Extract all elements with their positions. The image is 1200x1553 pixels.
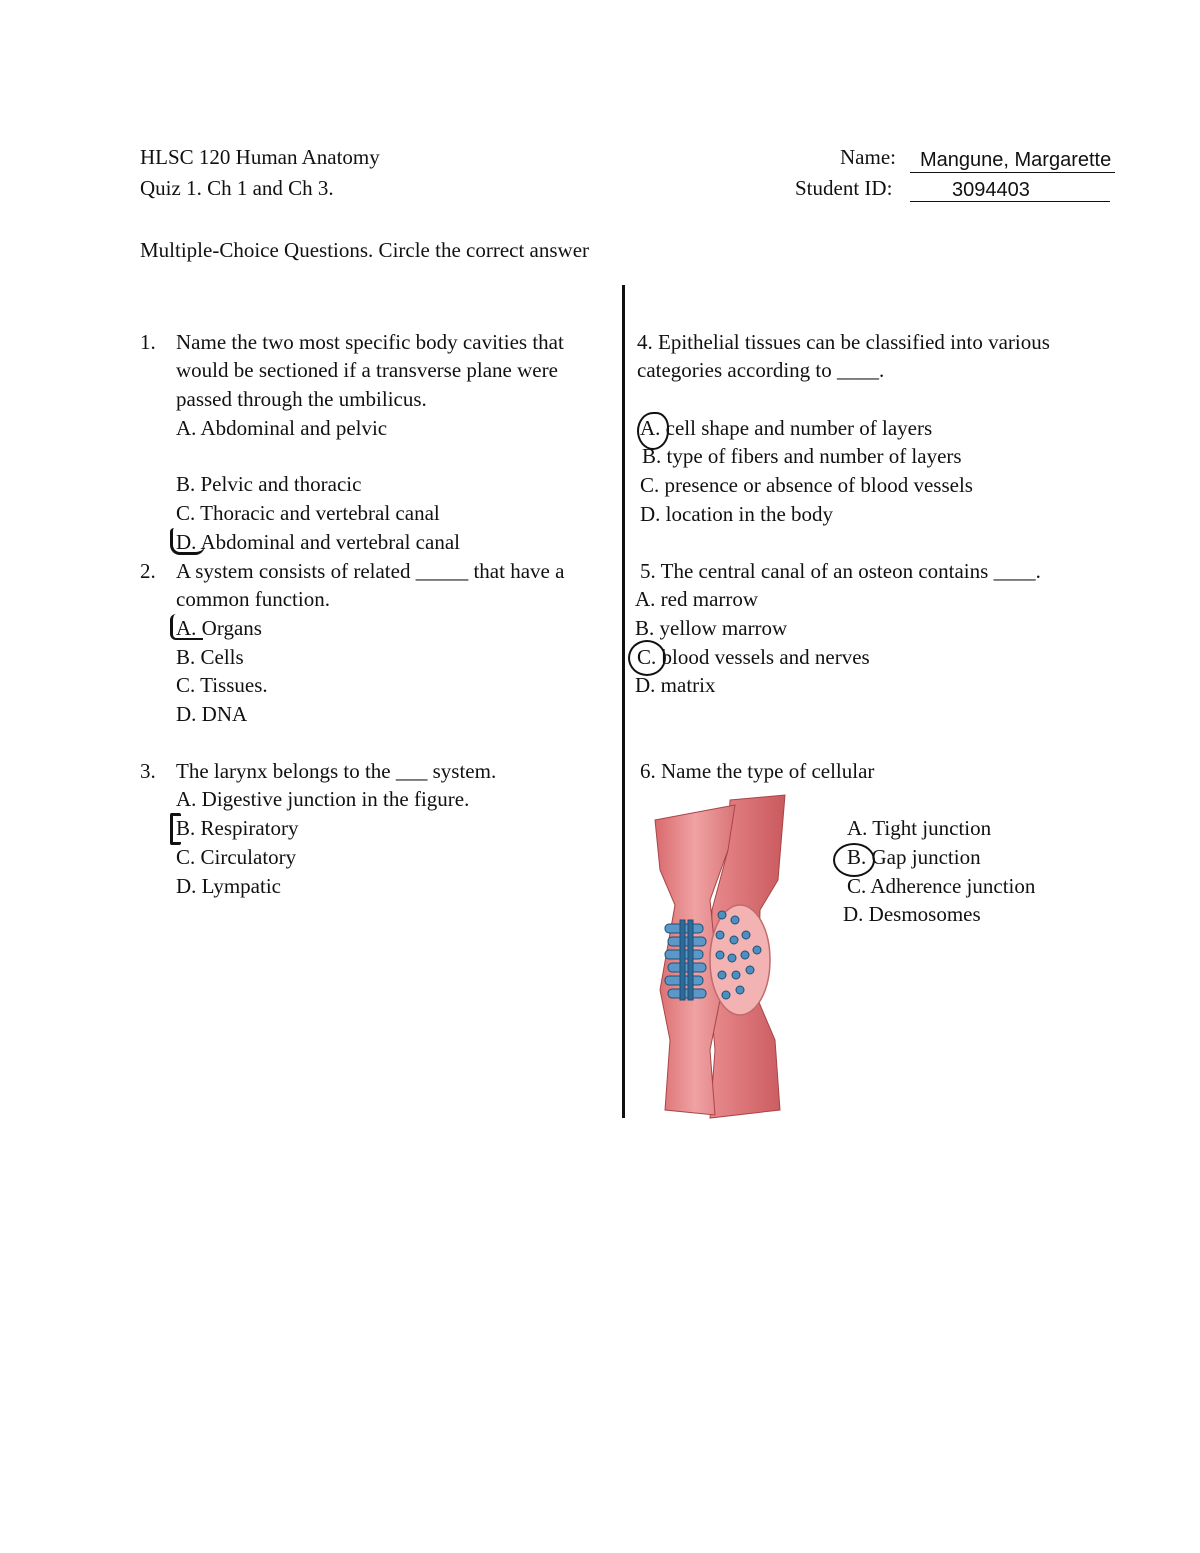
q4-option-c: C. presence or absence of blood vessels bbox=[640, 473, 973, 497]
q2-text-line-1: A system consists of related _____ that have a bbox=[176, 559, 565, 583]
q3-answer-mark bbox=[170, 813, 181, 845]
gap-junction-figure bbox=[640, 790, 790, 1120]
q4-text-line-2: categories according to ____. bbox=[637, 358, 885, 382]
q3-option-d: D. Lympatic bbox=[176, 874, 281, 898]
q2-text-line-2: common function. bbox=[176, 587, 330, 611]
q1-option-c: C. Thoracic and vertebral canal bbox=[176, 501, 440, 525]
course-title: HLSC 120 Human Anatomy bbox=[140, 145, 380, 169]
q6-text-line-1: 6. Name the type of cellular bbox=[640, 759, 875, 783]
q3-option-c: C. Circulatory bbox=[176, 845, 297, 869]
q5-option-a: A. red marrow bbox=[635, 587, 759, 611]
q6-option-a: A. Tight junction bbox=[847, 816, 992, 840]
q6-answer-circle bbox=[833, 843, 875, 877]
q1-option-d: D. Abdominal and vertebral canal bbox=[176, 530, 460, 554]
q4-answer-circle bbox=[637, 412, 669, 450]
q3-number: 3. bbox=[140, 759, 156, 783]
q1-option-b: B. Pelvic and thoracic bbox=[176, 472, 362, 496]
q6-option-b: B. Gap junction bbox=[847, 845, 981, 869]
quiz-title: Quiz 1. Ch 1 and Ch 3. bbox=[140, 176, 334, 200]
q4-option-a: A. cell shape and number of layers bbox=[640, 416, 933, 440]
q3-option-a: A. Digestive junction in the figure. bbox=[176, 787, 470, 811]
q1-answer-mark bbox=[170, 528, 205, 555]
q5-option-b: B. yellow marrow bbox=[635, 616, 788, 640]
q6-option-d: D. Desmosomes bbox=[843, 902, 981, 926]
q2-option-c: C. Tissues. bbox=[176, 673, 268, 697]
q5-option-d: D. matrix bbox=[635, 673, 716, 697]
q4-text-line-1: 4. Epithelial tissues can be classified into various bbox=[637, 330, 1050, 354]
q4-option-d: D. location in the body bbox=[640, 502, 834, 526]
q3-text-line-1: The larynx belongs to the ___ system. bbox=[176, 759, 497, 783]
q2-answer-mark bbox=[170, 614, 203, 640]
student-id-label: Student ID: bbox=[795, 176, 893, 200]
q1-text-line-1: Name the two most specific body cavities that bbox=[176, 330, 564, 354]
q4-option-b: B. type of fibers and number of layers bbox=[642, 444, 962, 468]
q3-option-b: B. Respiratory bbox=[176, 816, 299, 840]
q1-text-line-2: would be sectioned if a transverse plane were bbox=[176, 358, 558, 382]
q2-number: 2. bbox=[140, 559, 156, 583]
name-label: Name: bbox=[840, 145, 896, 169]
q5-text-line-1: 5. The central canal of an osteon contains ____. bbox=[640, 559, 1041, 583]
student-id-value: 3094403 bbox=[952, 179, 1030, 201]
q1-option-a: A. Abdominal and pelvic bbox=[176, 416, 388, 440]
q5-option-c: C. blood vessels and nerves bbox=[637, 645, 870, 669]
q2-option-d: D. DNA bbox=[176, 702, 248, 726]
q5-answer-circle bbox=[628, 640, 666, 676]
name-value: Mangune, Margarette bbox=[920, 149, 1112, 171]
q2-option-b: B. Cells bbox=[176, 645, 244, 669]
column-divider bbox=[622, 285, 625, 1118]
junction-plaque bbox=[710, 905, 770, 1015]
q1-text-line-3: passed through the umbilicus. bbox=[176, 387, 427, 411]
q1-number: 1. bbox=[140, 330, 156, 354]
instructions: Multiple-Choice Questions. Circle the correct answer bbox=[140, 238, 590, 262]
name-underline bbox=[910, 172, 1115, 173]
student-id-underline bbox=[910, 201, 1110, 202]
q6-option-c: C. Adherence junction bbox=[847, 874, 1036, 898]
q2-option-a: A. Organs bbox=[176, 616, 262, 640]
